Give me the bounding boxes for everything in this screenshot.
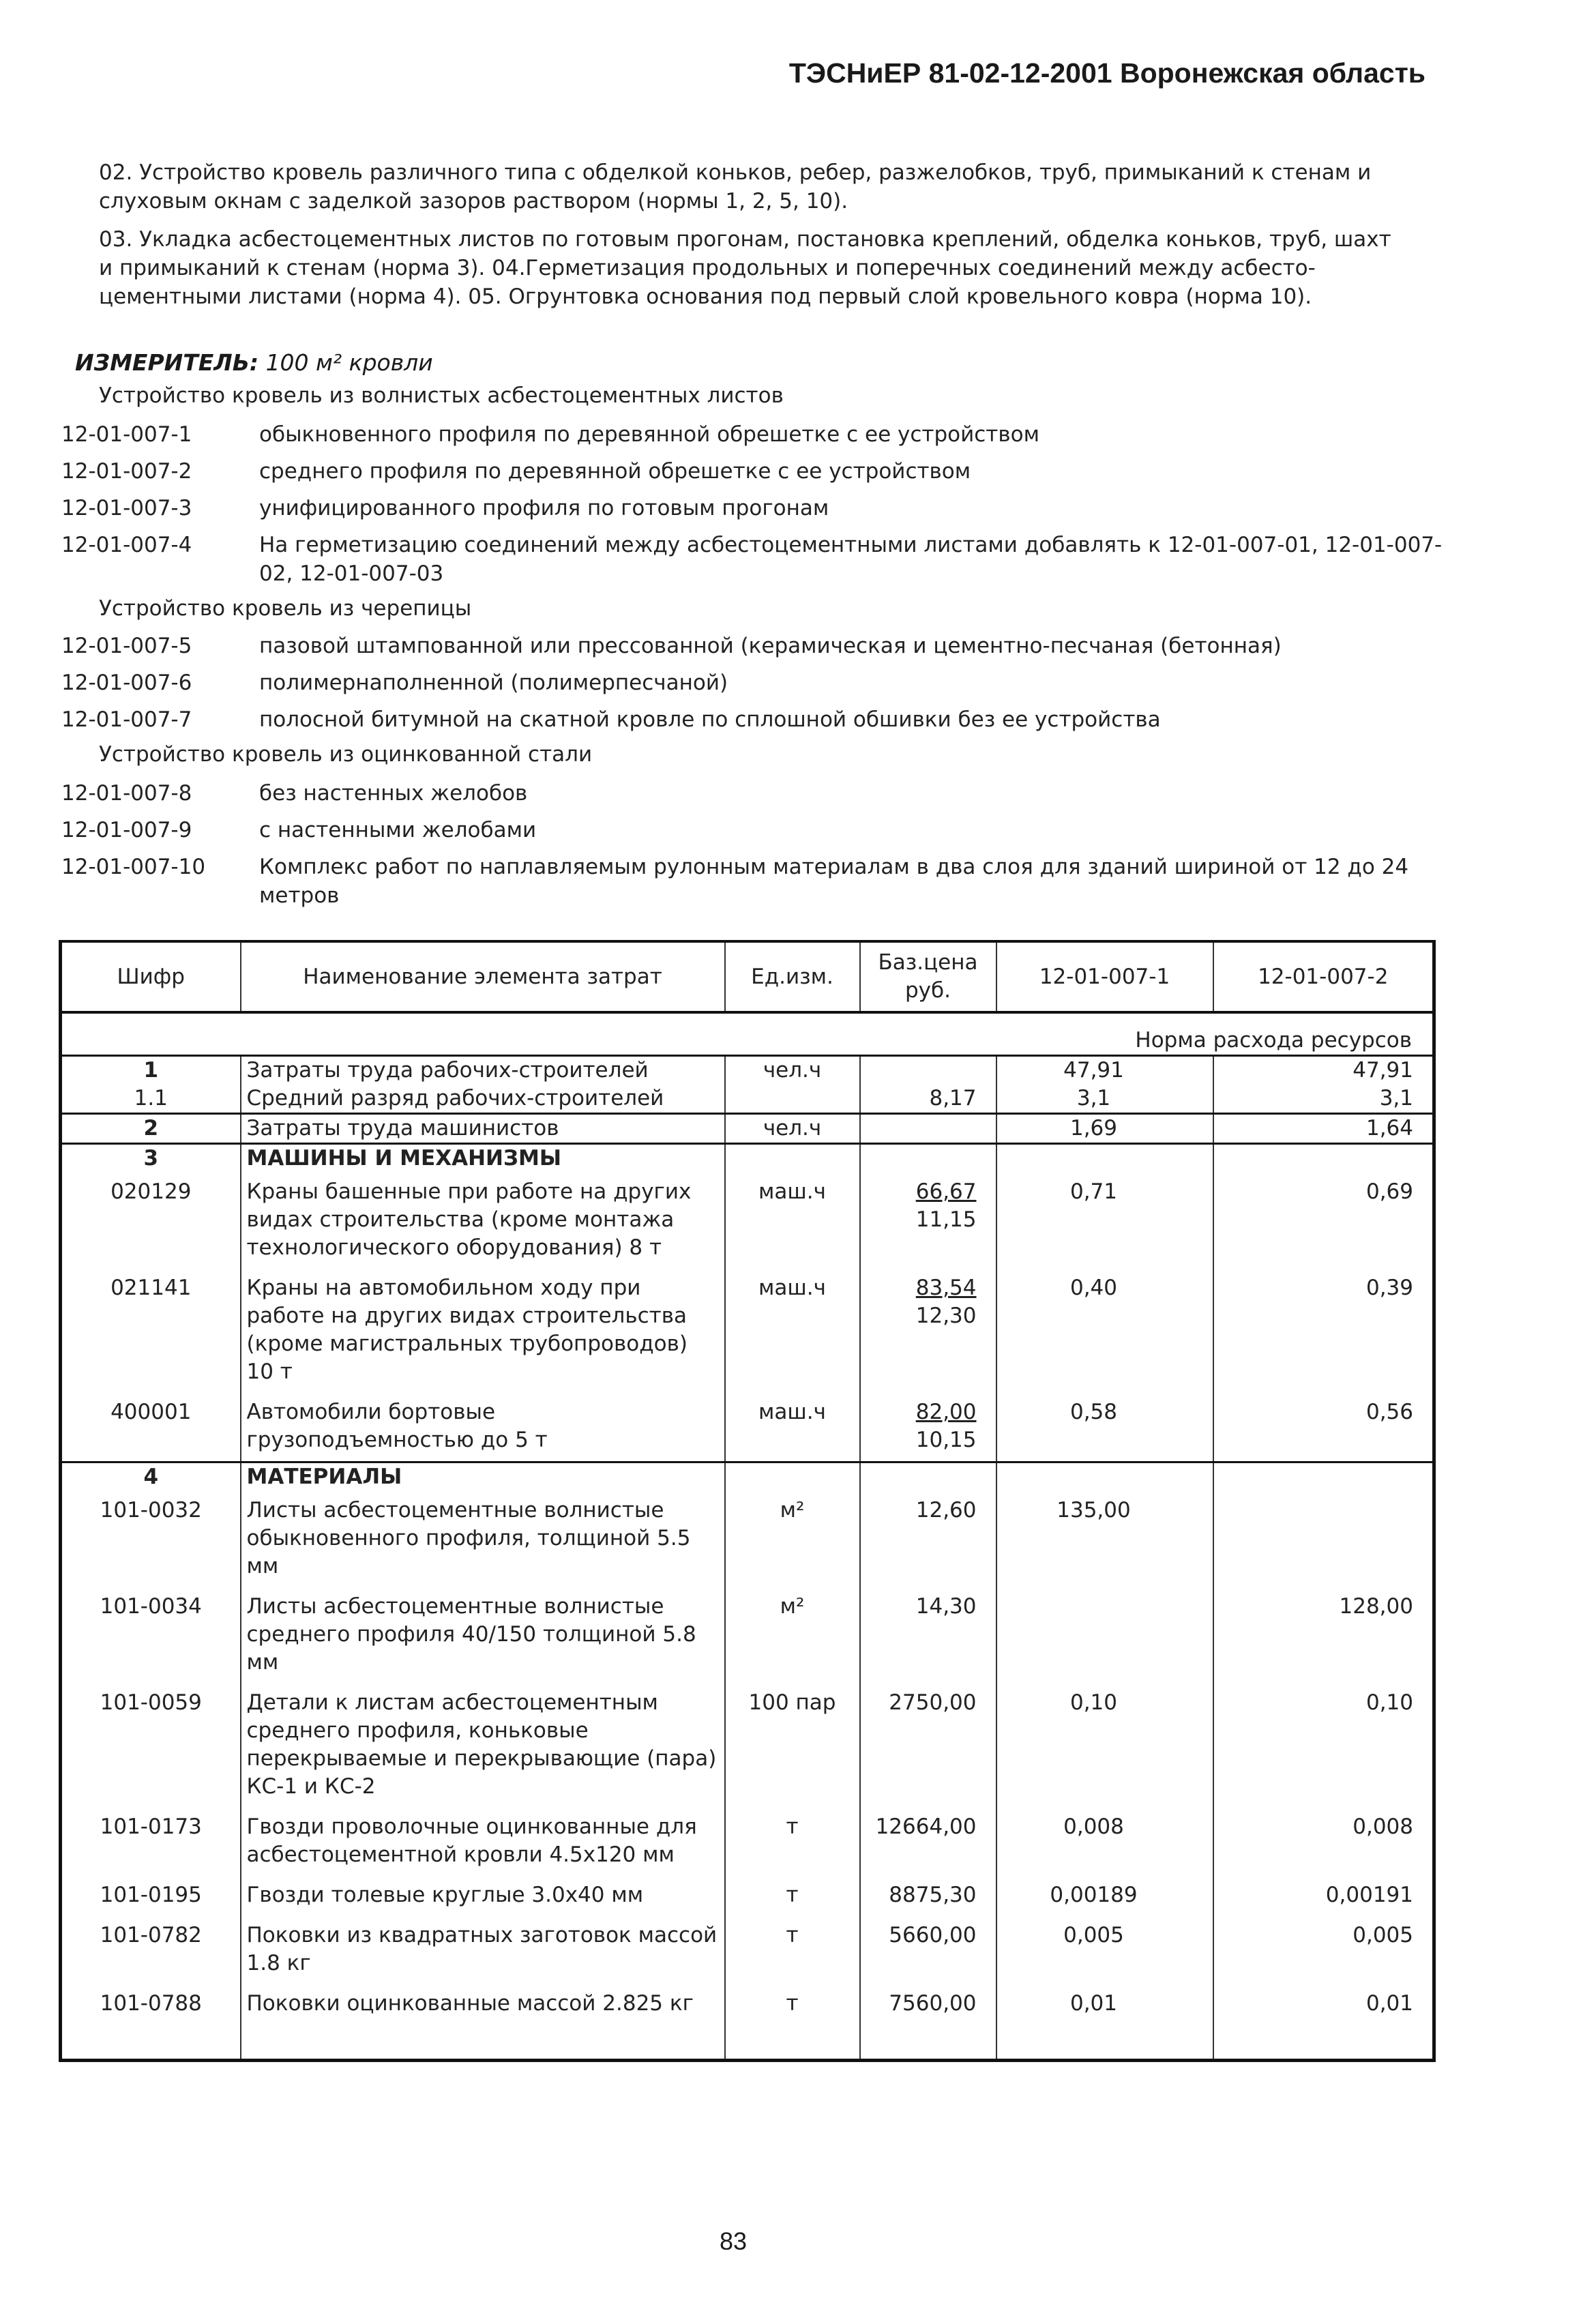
cell-price: 7560,00 xyxy=(860,1984,996,2061)
table-row xyxy=(61,1173,1434,1269)
cell-unit: м² xyxy=(725,1587,860,1683)
cell-v1: 3,1 xyxy=(996,1085,1213,1114)
measure-line xyxy=(75,349,433,376)
cell-unit: маш.ч xyxy=(725,1393,860,1462)
section-title: МАШИНЫ И МЕХАНИЗМЫ xyxy=(241,1144,725,1173)
cell-v2: 3,1 xyxy=(1213,1085,1434,1114)
cell-v1: 0,71 xyxy=(996,1173,1213,1269)
cell-code: 020129 xyxy=(61,1173,241,1269)
work-code: 12-01-007-10 xyxy=(61,855,206,879)
work-code: 12-01-007-8 xyxy=(61,781,192,806)
table-row xyxy=(61,1269,1434,1393)
cell-price: 5660,00 xyxy=(860,1916,996,1984)
table-row xyxy=(61,1393,1434,1462)
cell-v1: 47,91 xyxy=(996,1056,1213,1085)
cell-code: 101-0032 xyxy=(61,1491,241,1587)
cell-code: 101-0782 xyxy=(61,1916,241,1984)
cell-v2 xyxy=(1213,1491,1434,1587)
cell-code: 2 xyxy=(61,1114,241,1144)
header-code: Шифр xyxy=(61,941,241,1012)
page-number: 83 xyxy=(719,2227,748,2255)
cell-price: 8,17 xyxy=(860,1085,996,1114)
cell-code: 1.1 xyxy=(61,1085,241,1114)
cell-name: Средний разряд рабочих-строителей xyxy=(241,1085,725,1114)
cell-unit: 100 пар xyxy=(725,1683,860,1808)
cell-price xyxy=(860,1269,996,1393)
table-row xyxy=(61,1056,1434,1085)
cell-code: 101-0034 xyxy=(61,1587,241,1683)
cell-v1: 0,58 xyxy=(996,1393,1213,1462)
cell-unit: чел.ч xyxy=(725,1114,860,1144)
cell-v1 xyxy=(996,1587,1213,1683)
work-code: 12-01-007-7 xyxy=(61,707,192,732)
cell-v1: 0,008 xyxy=(996,1808,1213,1876)
section-row xyxy=(61,1144,1434,1173)
work-code: 12-01-007-9 xyxy=(61,818,192,842)
cell-code: 021141 xyxy=(61,1269,241,1393)
section-title: МАТЕРИАЛЫ xyxy=(241,1462,725,1492)
work-code: 12-01-007-1 xyxy=(61,422,192,447)
cell-unit xyxy=(725,1085,860,1114)
work-group-heading: Устройство кровель из черепицы xyxy=(99,596,472,621)
cell-v1: 1,69 xyxy=(996,1114,1213,1144)
work-code: 12-01-007-2 xyxy=(61,459,192,484)
intro-paragraph-1: 02. Устройство кровель различного типа с обделкой коньков, ребер, разжелобков, труб, примыканий к стенам и слуховым окнам с заделкой зазоров раствором (нормы 1, 2, 5, 10). xyxy=(99,160,1372,214)
cell-v2: 128,00 xyxy=(1213,1587,1434,1683)
work-desc: без настенных желобов xyxy=(259,781,528,806)
cell-v2: 0,005 xyxy=(1213,1916,1434,1984)
cell-price: 12664,00 xyxy=(860,1808,996,1876)
cell-v1: 0,01 xyxy=(996,1984,1213,2061)
table-row xyxy=(61,1808,1434,1876)
cell-name: Поковки оцинкованные массой 2.825 кг xyxy=(241,1984,725,2061)
section-number: 4 xyxy=(61,1462,241,1492)
cell-unit: т xyxy=(725,1984,860,2061)
resource-table xyxy=(59,940,1436,2062)
section-row xyxy=(61,1462,1434,1492)
cell-code: 400001 xyxy=(61,1393,241,1462)
price-bottom: 11,15 xyxy=(915,1207,977,1232)
cell-price: 12,60 xyxy=(860,1491,996,1587)
cell-name: Краны башенные при работе на других видах строительства (кроме монтажа технологического оборудования) 8 т xyxy=(241,1173,725,1269)
measure-label: ИЗМЕРИТЕЛЬ: xyxy=(75,349,259,376)
header-unit: Ед.изм. xyxy=(725,941,860,1012)
cell-v1: 0,10 xyxy=(996,1683,1213,1808)
cell-price xyxy=(860,1173,996,1269)
work-code: 12-01-007-5 xyxy=(61,634,192,658)
cell-name: Детали к листам асбестоцементным среднего профиля, коньковые перекрываемые и перекрывающие (пара) КС-1 и КС-2 xyxy=(241,1683,725,1808)
price-bottom: 12,30 xyxy=(915,1304,977,1328)
header-col1: 12-01-007-1 xyxy=(996,941,1213,1012)
cell-v2: 0,39 xyxy=(1213,1269,1434,1393)
cell-v2: 0,10 xyxy=(1213,1683,1434,1808)
cell-unit: маш.ч xyxy=(725,1269,860,1393)
cell-name: Затраты труда машинистов xyxy=(241,1114,725,1144)
cell-name: Автомобили бортовые грузоподъемностью до 5 т xyxy=(241,1393,725,1462)
cell-name: Листы асбестоцементные волнистые среднего профиля 40/150 толщиной 5.8 мм xyxy=(241,1587,725,1683)
table-row xyxy=(61,1683,1434,1808)
cell-name: Гвозди проволочные оцинкованные для асбестоцементной кровли 4.5х120 мм xyxy=(241,1808,725,1876)
cell-v2: 47,91 xyxy=(1213,1056,1434,1085)
work-group-heading: Устройство кровель из оцинкованной стали xyxy=(99,742,593,767)
cell-code: 101-0788 xyxy=(61,1984,241,2061)
norm-caption: Норма расхода ресурсов xyxy=(61,1012,1434,1056)
cell-name: Гвозди толевые круглые 3.0х40 мм xyxy=(241,1876,725,1916)
work-code: 12-01-007-3 xyxy=(61,496,192,520)
work-group-heading: Устройство кровель из волнистых асбестоцементных листов xyxy=(99,383,784,408)
intro-paragraph-2: 03. Укладка асбестоцементных листов по готовым прогонам, постановка креплений, обделка коньков, труб, шахт и примыканий к стенам (норма 3). 04.Герметизация продольных и поперечных соединений между асбесто-цементными листами (норма 4). 05. Огрунтовка основания под первый слой кровельного ковра (норма 10). xyxy=(99,227,1391,309)
cell-v2: 0,56 xyxy=(1213,1393,1434,1462)
work-desc: пазовой штампованной или прессованной (керамическая и цементно-песчаная (бетонная) xyxy=(259,634,1282,658)
cell-unit: т xyxy=(725,1876,860,1916)
cell-price: 8875,30 xyxy=(860,1876,996,1916)
price-top: 66,67 xyxy=(915,1179,977,1204)
cell-v2: 0,008 xyxy=(1213,1808,1434,1876)
cell-name: Поковки из квадратных заготовок массой 1.8 кг xyxy=(241,1916,725,1984)
price-top: 82,00 xyxy=(915,1400,977,1424)
cell-v2: 0,00191 xyxy=(1213,1876,1434,1916)
cell-v2: 1,64 xyxy=(1213,1114,1434,1144)
cell-price xyxy=(860,1056,996,1085)
table-header-row xyxy=(61,941,1434,1012)
cell-v2: 0,69 xyxy=(1213,1173,1434,1269)
work-desc: полимернаполненной (полимерпесчаной) xyxy=(259,671,728,695)
cell-unit: м² xyxy=(725,1491,860,1587)
work-desc: На герметизацию соединений между асбестоцементными листами добавлять к 12-01-007-01, 12-01-007-02, 12-01-007-03 xyxy=(259,533,1443,586)
header-price: Баз.цена руб. xyxy=(860,941,996,1012)
work-desc: среднего профиля по деревянной обрешетке с ее устройством xyxy=(259,459,971,484)
cell-v1: 0,005 xyxy=(996,1916,1213,1984)
measure-value: 100 м² кровли xyxy=(265,349,433,376)
page-header: ТЭСНиЕР 81-02-12-2001 Воронежская область xyxy=(788,57,1425,89)
table-row xyxy=(61,1916,1434,1984)
cell-name: Краны на автомобильном ходу при работе на других видах строительства (кроме магистральных трубопроводов) 10 т xyxy=(241,1269,725,1393)
cell-v2: 0,01 xyxy=(1213,1984,1434,2061)
cell-unit: маш.ч xyxy=(725,1173,860,1269)
cell-code: 1 xyxy=(61,1056,241,1085)
cell-price: 14,30 xyxy=(860,1587,996,1683)
price-top: 83,54 xyxy=(915,1276,977,1300)
cell-unit: т xyxy=(725,1808,860,1876)
work-code: 12-01-007-4 xyxy=(61,533,192,557)
work-desc: полосной битумной на скатной кровле по сплошной обшивки без ее устройства xyxy=(259,707,1161,732)
table-row xyxy=(61,1114,1434,1144)
work-desc: обыкновенного профиля по деревянной обрешетке с ее устройством xyxy=(259,422,1039,447)
cell-unit: чел.ч xyxy=(725,1056,860,1085)
norm-caption-row xyxy=(61,1012,1434,1056)
cell-v1: 135,00 xyxy=(996,1491,1213,1587)
price-bottom: 10,15 xyxy=(915,1428,977,1452)
cell-code: 101-0059 xyxy=(61,1683,241,1808)
table-row xyxy=(61,1491,1434,1587)
section-number: 3 xyxy=(61,1144,241,1173)
table-row xyxy=(61,1984,1434,2061)
cell-price xyxy=(860,1114,996,1144)
table-row xyxy=(61,1876,1434,1916)
work-desc: с настенными желобами xyxy=(259,818,537,842)
work-code: 12-01-007-6 xyxy=(61,671,192,695)
cell-unit: т xyxy=(725,1916,860,1984)
cell-name: Листы асбестоцементные волнистые обыкновенного профиля, толщиной 5.5 мм xyxy=(241,1491,725,1587)
table-row xyxy=(61,1085,1434,1114)
work-desc: Комплекс работ по наплавляемым рулонным материалам в два слоя для зданий шириной от 12 до 24 метров xyxy=(259,855,1409,908)
cell-v1: 0,40 xyxy=(996,1269,1213,1393)
work-desc: унифицированного профиля по готовым прогонам xyxy=(259,496,829,520)
cell-v1: 0,00189 xyxy=(996,1876,1213,1916)
table-row xyxy=(61,1587,1434,1683)
cell-name: Затраты труда рабочих-строителей xyxy=(241,1056,725,1085)
cell-price xyxy=(860,1393,996,1462)
cell-price: 2750,00 xyxy=(860,1683,996,1808)
header-col2: 12-01-007-2 xyxy=(1213,941,1434,1012)
cell-code: 101-0195 xyxy=(61,1876,241,1916)
header-name: Наименование элемента затрат xyxy=(241,941,725,1012)
cell-code: 101-0173 xyxy=(61,1808,241,1876)
